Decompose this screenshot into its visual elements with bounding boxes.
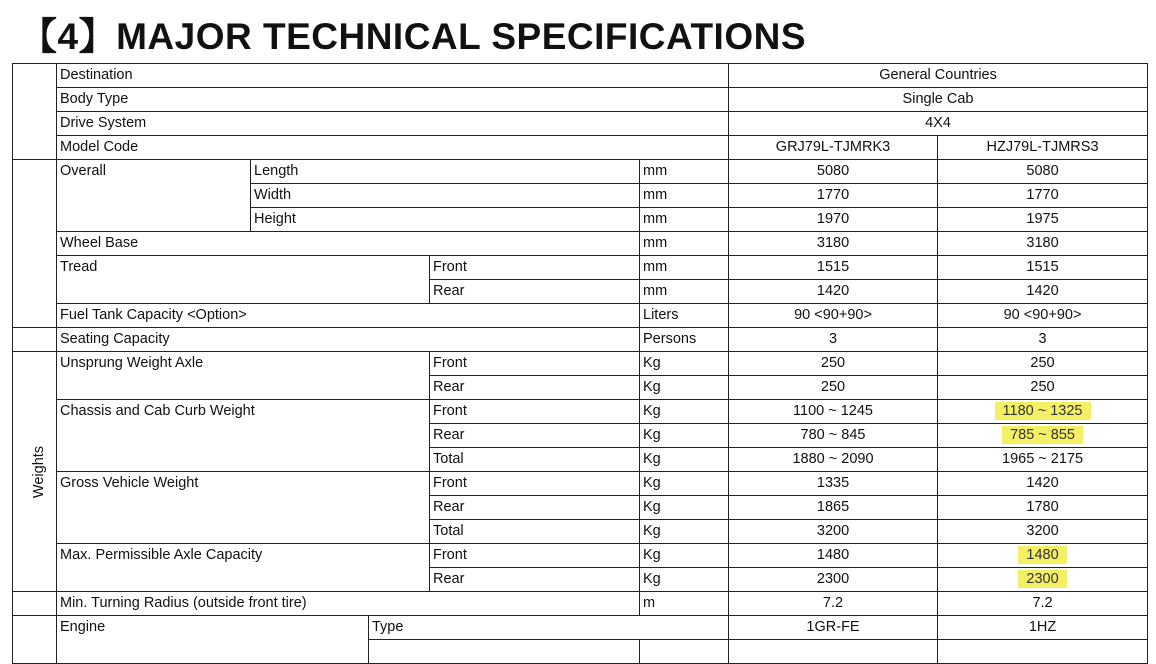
- value-model-1: 5080: [729, 160, 938, 184]
- value-model-2: 3200: [938, 520, 1148, 544]
- row-label: Height: [251, 208, 640, 232]
- table-row: [13, 88, 1148, 112]
- table-row: [13, 304, 1148, 328]
- model-code-2: HZJ79L-TJMRS3: [938, 136, 1148, 160]
- unit-cell: mm: [640, 232, 729, 256]
- unit-cell: Kg: [640, 400, 729, 424]
- highlight-mark: 1180 ~ 1325: [995, 402, 1091, 420]
- highlight-mark: 2300: [1018, 570, 1066, 588]
- row-label: Min. Turning Radius (outside front tire): [57, 592, 640, 616]
- unit-cell: mm: [640, 184, 729, 208]
- table-row: [13, 616, 1148, 640]
- table-row: [13, 232, 1148, 256]
- value-model-2: 250: [938, 352, 1148, 376]
- value-model-2: 250: [938, 376, 1148, 400]
- unit-cell: mm: [640, 160, 729, 184]
- engine-label: Engine: [57, 616, 369, 664]
- sub-label: Front: [430, 472, 640, 496]
- blank-cell: [13, 328, 57, 352]
- blank-corner-cell: [13, 64, 57, 160]
- sub-label: Rear: [430, 376, 640, 400]
- drive-system-value: 4X4: [729, 112, 1148, 136]
- table-row: [13, 472, 1148, 496]
- gvw-label: Gross Vehicle Weight: [57, 472, 430, 544]
- value-model-2: 5080: [938, 160, 1148, 184]
- table-row: [13, 64, 1148, 88]
- value-model-2: 3180: [938, 232, 1148, 256]
- value-model-1: 1515: [729, 256, 938, 280]
- overall-label: Overall: [57, 160, 251, 232]
- sub-label: Rear: [430, 280, 640, 304]
- blank-cell: [369, 640, 640, 664]
- model-code-label: Model Code: [57, 136, 729, 160]
- value-model-2-highlighted: [938, 568, 1148, 592]
- blank-cell: [13, 616, 57, 664]
- blank-cell: [729, 640, 938, 664]
- body-type-value: Single Cab: [729, 88, 1148, 112]
- destination-value: General Countries: [729, 64, 1148, 88]
- highlight-mark: 1480: [1018, 546, 1066, 564]
- value-model-1: 3180: [729, 232, 938, 256]
- value-model-1: 2300: [729, 568, 938, 592]
- body-type-label: Body Type: [57, 88, 729, 112]
- unit-cell: Liters: [640, 304, 729, 328]
- row-label: Seating Capacity: [57, 328, 640, 352]
- blank-cell: [640, 640, 729, 664]
- value-model-2: 1780: [938, 496, 1148, 520]
- value-model-1: 1335: [729, 472, 938, 496]
- group-label: Weights: [28, 445, 50, 497]
- tread-label: Tread: [57, 256, 430, 304]
- value-model-1: 780 ~ 845: [729, 424, 938, 448]
- unit-cell: Persons: [640, 328, 729, 352]
- model-code-1: GRJ79L-TJMRK3: [729, 136, 938, 160]
- unit-cell: Kg: [640, 376, 729, 400]
- highlight-mark: 785 ~ 855: [1002, 426, 1083, 444]
- table-row: [13, 544, 1148, 568]
- value-model-2: 1HZ: [938, 616, 1148, 640]
- value-model-2: 1420: [938, 472, 1148, 496]
- value-model-1: 1100 ~ 1245: [729, 400, 938, 424]
- row-label: Width: [251, 184, 640, 208]
- table-row: [13, 136, 1148, 160]
- unit-cell: Kg: [640, 424, 729, 448]
- sub-label: Front: [430, 352, 640, 376]
- value-model-1: 250: [729, 352, 938, 376]
- table-row: [13, 328, 1148, 352]
- sub-label: Total: [430, 520, 640, 544]
- value-model-2-highlighted: [938, 424, 1148, 448]
- value-model-2: 1515: [938, 256, 1148, 280]
- unit-cell: Kg: [640, 472, 729, 496]
- curb-weight-label: Chassis and Cab Curb Weight: [57, 400, 430, 472]
- axle-capacity-label: Max. Permissible Axle Capacity: [57, 544, 430, 592]
- destination-label: Destination: [57, 64, 729, 88]
- row-label: Length: [251, 160, 640, 184]
- value-model-1: 1480: [729, 544, 938, 568]
- value-model-1: 250: [729, 376, 938, 400]
- unit-cell: Kg: [640, 448, 729, 472]
- value-model-1: 3200: [729, 520, 938, 544]
- blank-cell: [13, 592, 57, 616]
- unit-cell: Kg: [640, 496, 729, 520]
- value-model-2: 1965 ~ 2175: [938, 448, 1148, 472]
- table-row: [13, 400, 1148, 424]
- unit-cell: mm: [640, 256, 729, 280]
- value-model-2: 1770: [938, 184, 1148, 208]
- value-model-1: 7.2: [729, 592, 938, 616]
- value-model-2: 7.2: [938, 592, 1148, 616]
- table-row: [13, 112, 1148, 136]
- sub-label: Rear: [430, 496, 640, 520]
- sub-label: Rear: [430, 424, 640, 448]
- blank-cell: [938, 640, 1148, 664]
- value-model-2: 1420: [938, 280, 1148, 304]
- row-label: Wheel Base: [57, 232, 640, 256]
- sub-label: Type: [369, 616, 729, 640]
- value-model-2: 1975: [938, 208, 1148, 232]
- value-model-1: 3: [729, 328, 938, 352]
- unit-cell: Kg: [640, 568, 729, 592]
- unit-cell: m: [640, 592, 729, 616]
- value-model-2: 3: [938, 328, 1148, 352]
- unit-cell: mm: [640, 208, 729, 232]
- value-model-1: 1970: [729, 208, 938, 232]
- sub-label: Front: [430, 544, 640, 568]
- table-row: [13, 352, 1148, 376]
- page-title: 【4】MAJOR TECHNICAL SPECIFICATIONS: [20, 6, 806, 60]
- value-model-1: 1880 ~ 2090: [729, 448, 938, 472]
- value-model-1: 1770: [729, 184, 938, 208]
- value-model-1: 1420: [729, 280, 938, 304]
- unit-cell: Kg: [640, 544, 729, 568]
- sub-label: Total: [430, 448, 640, 472]
- sub-label: Front: [430, 256, 640, 280]
- value-model-1: 1GR-FE: [729, 616, 938, 640]
- value-model-1: 90 <90+90>: [729, 304, 938, 328]
- spec-table: [12, 63, 1148, 664]
- sub-label: Front: [430, 400, 640, 424]
- unit-cell: Kg: [640, 520, 729, 544]
- sub-label: Rear: [430, 568, 640, 592]
- group-weights: [13, 352, 57, 592]
- table-row: [13, 592, 1148, 616]
- table-row: [13, 160, 1148, 184]
- group-major-dimension: [13, 160, 57, 328]
- value-model-2-highlighted: [938, 544, 1148, 568]
- table-row: [13, 256, 1148, 280]
- unit-cell: Kg: [640, 352, 729, 376]
- value-model-2: 90 <90+90>: [938, 304, 1148, 328]
- drive-system-label: Drive System: [57, 112, 729, 136]
- unit-cell: mm: [640, 280, 729, 304]
- row-label: Fuel Tank Capacity <Option>: [57, 304, 640, 328]
- value-model-1: 1865: [729, 496, 938, 520]
- unsprung-label: Unsprung Weight Axle: [57, 352, 430, 400]
- value-model-2-highlighted: [938, 400, 1148, 424]
